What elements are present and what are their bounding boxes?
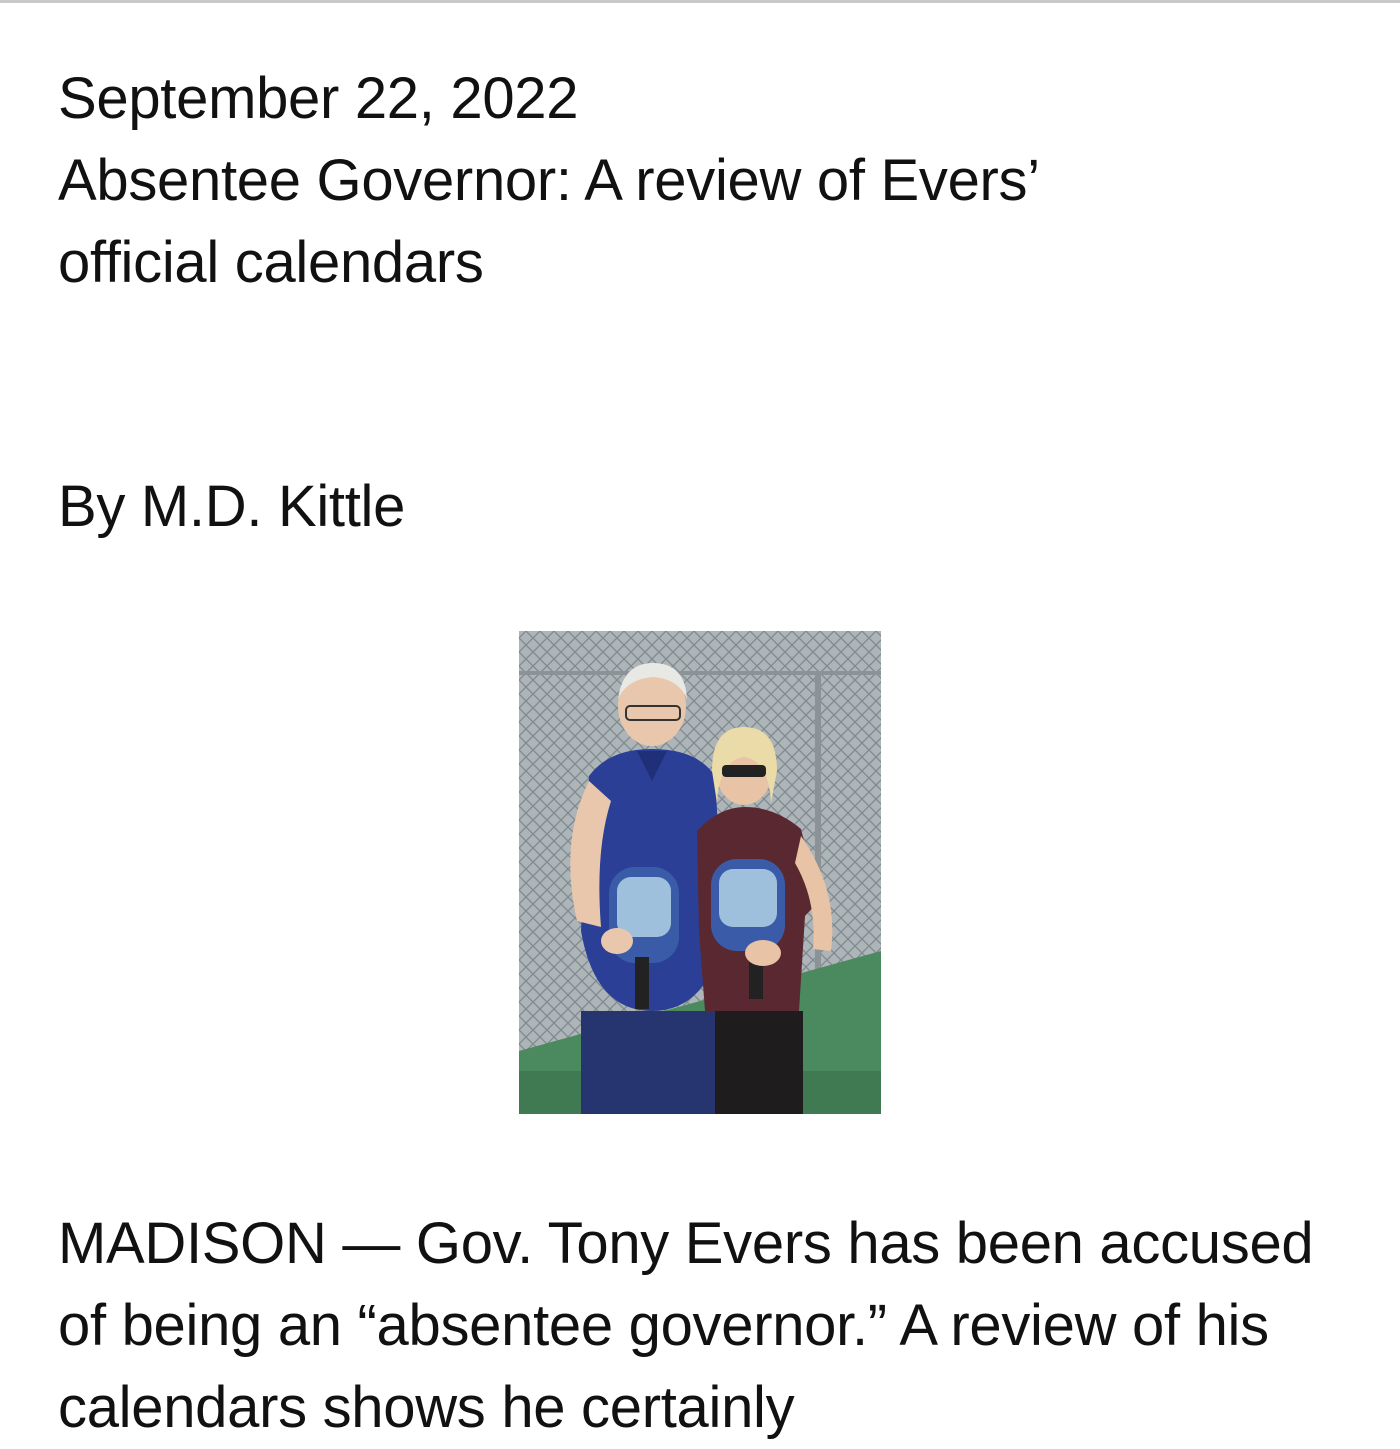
article-date: September 22, 2022 — [58, 66, 579, 131]
article-header — [58, 58, 1348, 304]
article-body-paragraph: MADISON — Gov. Tony Evers has been accused of being an “absentee governor.” A review of his calendars shows he certainly — [58, 1211, 1314, 1440]
article-photo — [519, 631, 881, 1114]
top-divider — [0, 0, 1400, 3]
article-byline: By M.D. Kittle — [58, 474, 406, 539]
article-headline: Absentee Governor: A review of Evers’ official calendars — [58, 148, 1038, 295]
photo-people-pickleball — [519, 631, 881, 1114]
